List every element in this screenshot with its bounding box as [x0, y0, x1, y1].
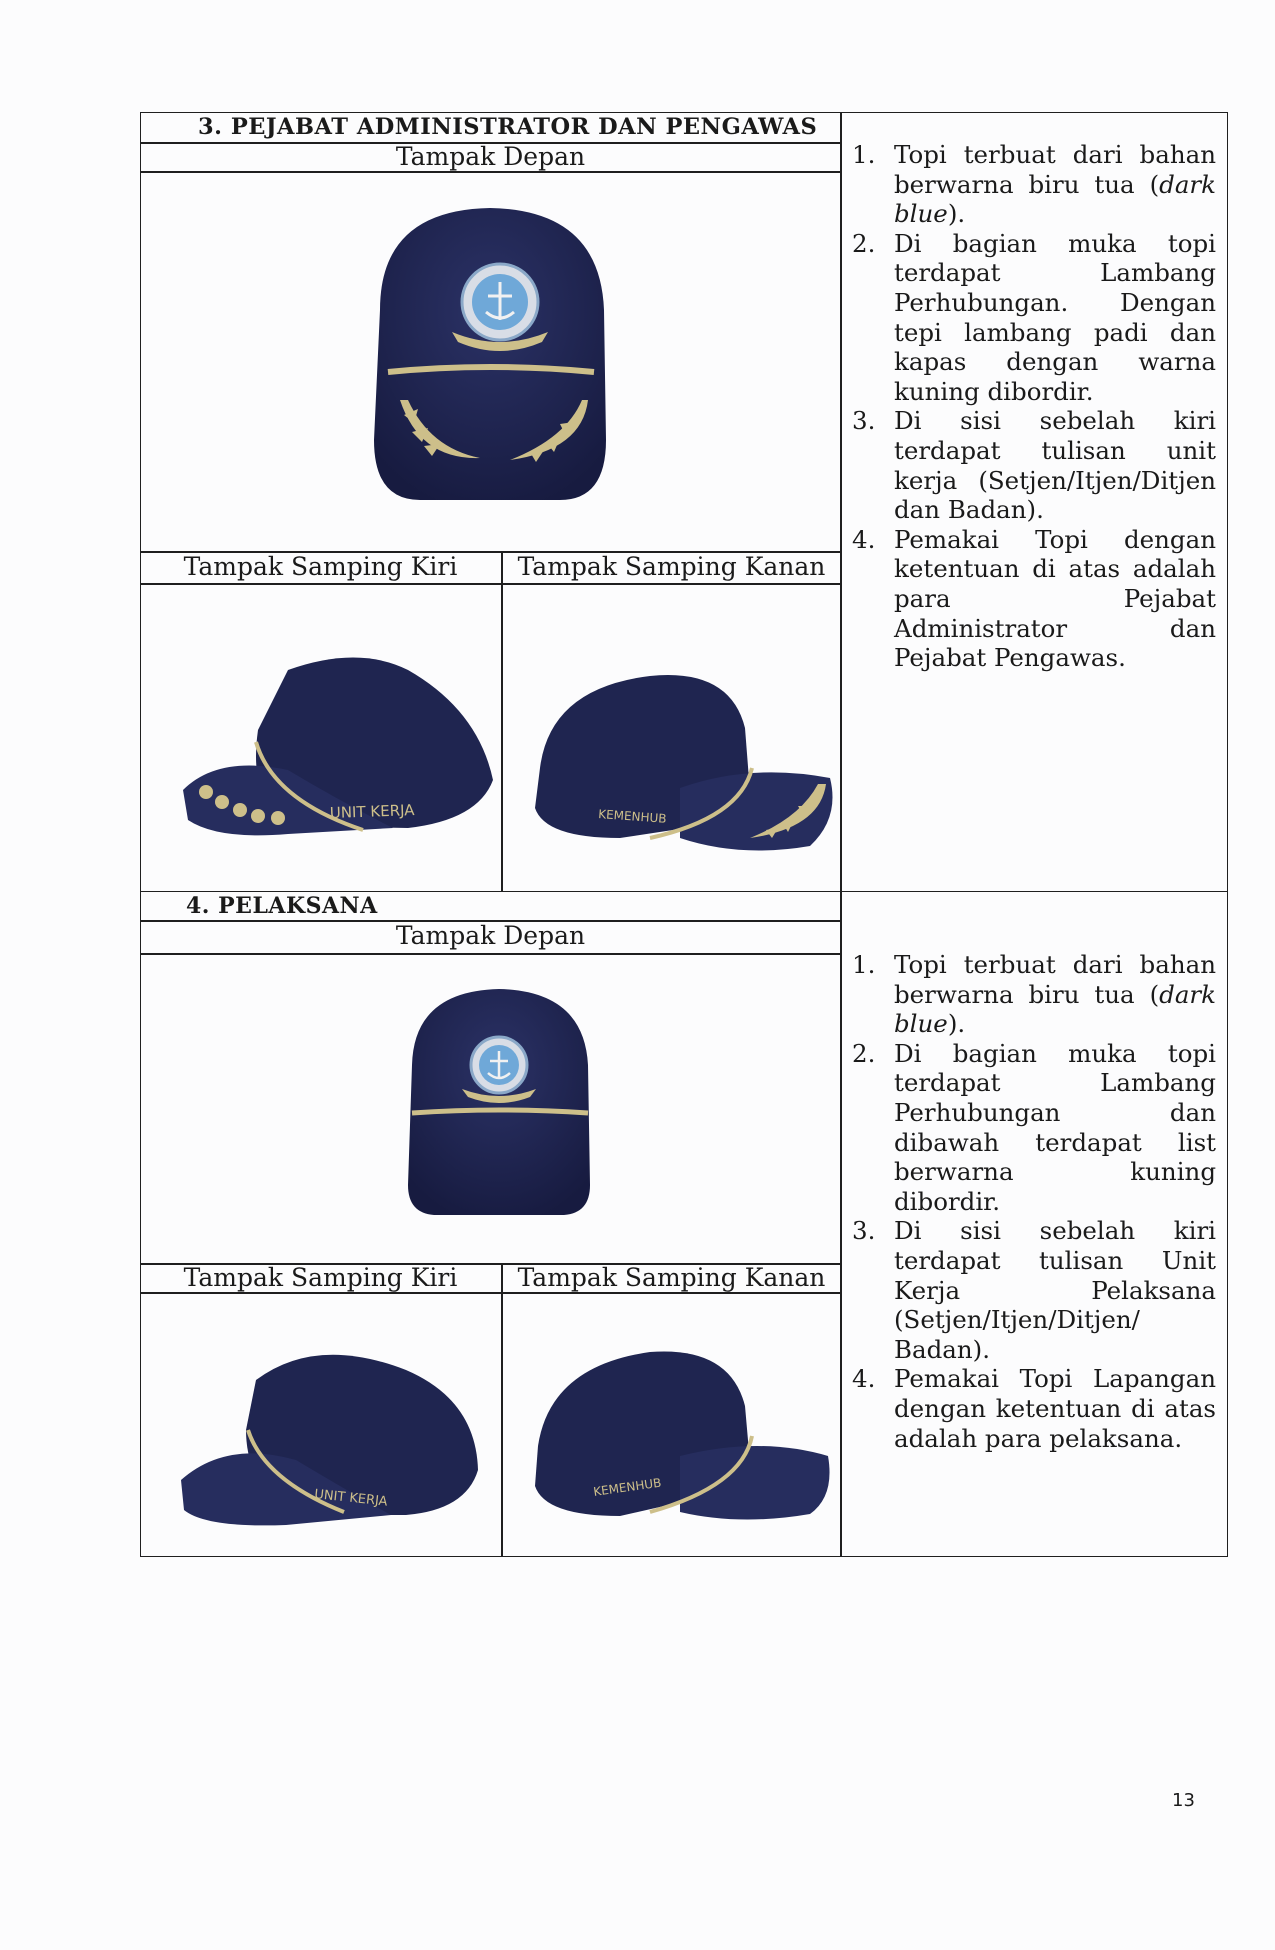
list-number: 1. [852, 140, 876, 169]
cap-right-text: KEMENHUB [597, 807, 668, 826]
section4-heading: 4. PELAKSANA [186, 893, 378, 919]
list-number: 4. [852, 1364, 876, 1394]
section3-item-2 [852, 229, 1216, 407]
list-text: Pemakai Topi dengan ketentuan di atas adalah para Pejabat Administrator dan Pejabat Pengawas. [894, 524, 1216, 673]
page-number: 13 [1172, 1790, 1195, 1811]
list-number: 4. [852, 524, 876, 554]
section3-front-label: Tampak Depan [395, 142, 586, 171]
list-number: 2. [852, 1038, 876, 1068]
cap-front-administrator-image [360, 200, 620, 510]
section4-item-4 [852, 1364, 1216, 1453]
section4-item-2 [852, 1039, 1216, 1217]
section3-item-1 [852, 140, 1216, 229]
list-text: Di sisi sebelah kiri terdapat tulisan Unit Kerja Pelaksana (Setjen/Itjen/Ditjen/ Badan). [894, 1216, 1216, 1364]
list-text: Topi terbuat dari bahan berwarna biru tua (dark blue). [894, 950, 1216, 1039]
section4-item-1 [852, 950, 1216, 1039]
cap-left-text: UNIT KERJA [329, 801, 415, 822]
section3-item-4 [852, 525, 1216, 673]
section3-right-label: Tampak Samping Kanan [517, 552, 826, 581]
section3-heading: 3. PEJABAT ADMINISTRATOR DAN PENGAWAS [198, 114, 818, 140]
section3-left-label: Tampak Samping Kiri [183, 552, 458, 581]
list-number: 1. [852, 950, 876, 979]
section4-item-3 [852, 1216, 1216, 1364]
section3-description [852, 140, 1216, 673]
section3-item-3 [852, 406, 1216, 524]
list-text: Di sisi sebelah kiri terdapat tulisan unit kerja (Setjen/Itjen/Ditjen dan Badan). [894, 406, 1216, 525]
list-number: 2. [852, 228, 876, 258]
list-number: 3. [852, 1216, 876, 1246]
section4-description [852, 950, 1216, 1453]
list-text: Topi terbuat dari bahan berwarna biru tua (dark blue). [894, 140, 1216, 229]
cap-right-administrator-image [530, 668, 835, 868]
list-text: Pemakai Topi Lapangan dengan ketentuan di atas adalah para pelaksana. [894, 1364, 1216, 1453]
cap-front-pelaksana-image [404, 985, 594, 1217]
list-number: 3. [852, 406, 876, 436]
section4-right-label: Tampak Samping Kanan [517, 1263, 826, 1292]
section4-left-label: Tampak Samping Kiri [183, 1263, 458, 1292]
list-text: Di bagian muka topi terdapat Lambang Perhubungan dan dibawah terdapat list berwarna kuning dibordir. [894, 1038, 1216, 1216]
cap-left-administrator-image [178, 650, 498, 850]
cap-left-text: UNIT KERJA [313, 1487, 389, 1510]
list-text: Di bagian muka topi terdapat Lambang Perhubungan. Dengan tepi lambang padi dan kapas dengan warna kuning dibordir. [894, 228, 1216, 406]
section4-front-label: Tampak Depan [395, 921, 586, 950]
cap-left-pelaksana-image [176, 1340, 486, 1530]
cap-right-pelaksana-image [530, 1346, 835, 1526]
cap-right-text: KEMENHUB [592, 1475, 663, 1499]
